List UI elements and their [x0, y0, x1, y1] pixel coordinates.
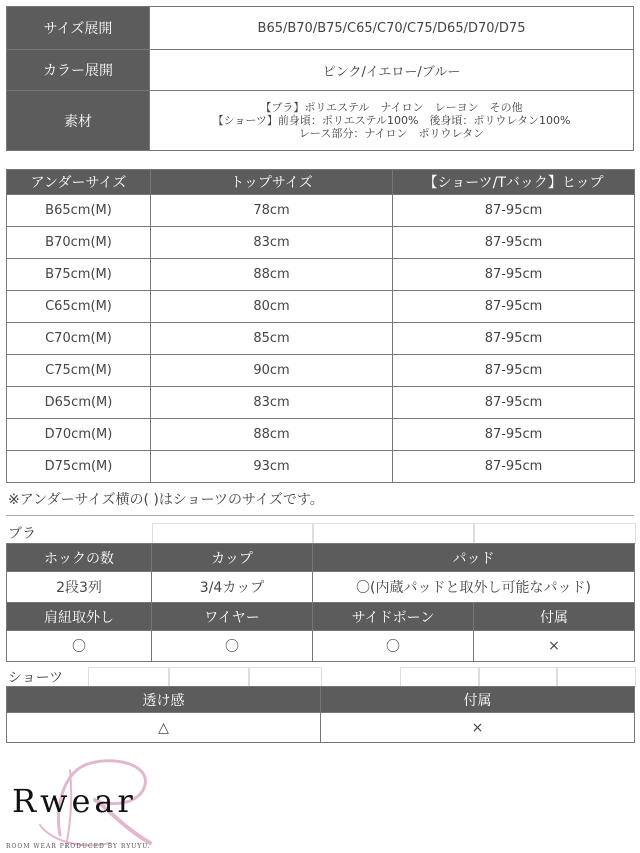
empty-cell [312, 523, 475, 544]
spec-table [6, 6, 634, 151]
table-row [7, 259, 635, 291]
size-header-under: アンダーサイズ [7, 170, 151, 195]
logo-tagline: ROOM WEAR PRODUCED BY RYUYU. [6, 843, 151, 850]
under-size-cell: C75cm(M) [7, 355, 151, 387]
shorts-section-label: ショーツ [8, 670, 64, 686]
empty-cell [473, 523, 636, 544]
bra-cup-value: 3/4カップ [152, 572, 313, 603]
logo-wordmark: Rwear [12, 782, 137, 820]
bra-hook-value: 2段3列 [7, 572, 152, 603]
empty-cell [248, 667, 322, 687]
size-table [6, 169, 635, 483]
size-header-hip: 【ショーツ/Tバック】ヒップ [393, 170, 635, 195]
table-row [7, 323, 635, 355]
top-size-cell: 83cm [151, 387, 393, 419]
material-value [150, 91, 634, 151]
under-size-cell: B65cm(M) [7, 195, 151, 227]
top-size-cell: 88cm [151, 419, 393, 451]
color-range-label: カラー展開 [7, 50, 150, 91]
table-row [7, 195, 635, 227]
empty-cell [168, 667, 250, 687]
empty-cell [152, 523, 314, 544]
under-size-cell: D70cm(M) [7, 419, 151, 451]
under-size-cell: D75cm(M) [7, 451, 151, 483]
shorts-accessory-header: 付属 [321, 687, 635, 713]
material-line: 【ブラ】ポリエステル ナイロン レーヨン その他 [260, 101, 523, 114]
material-line: レース部分：ナイロン ポリウレタン [298, 127, 485, 140]
bra-accessory-value: × [474, 631, 635, 662]
bra-strap-value: 〇 [7, 631, 152, 662]
material-label: 素材 [7, 91, 150, 151]
bra-wire-value: 〇 [152, 631, 313, 662]
shorts-accessory-value: × [321, 713, 635, 743]
shorts-table [6, 686, 635, 743]
hip-size-cell: 87-95cm [393, 451, 635, 483]
empty-cell [88, 667, 170, 687]
size-range-value: B65/B70/B75/C65/C70/C75/D65/D70/D75 [150, 7, 634, 50]
bra-sidebone-header: サイドボーン [313, 603, 474, 631]
hip-size-cell: 87-95cm [393, 323, 635, 355]
empty-cell [556, 667, 636, 687]
size-range-label: サイズ展開 [7, 7, 150, 50]
hip-size-cell: 87-95cm [393, 419, 635, 451]
bra-accessory-header: 付属 [474, 603, 635, 631]
top-size-cell: 80cm [151, 291, 393, 323]
under-size-cell: B70cm(M) [7, 227, 151, 259]
table-row [7, 227, 635, 259]
size-header-top: トップサイズ [151, 170, 393, 195]
top-size-cell: 88cm [151, 259, 393, 291]
table-row [7, 291, 635, 323]
under-size-cell: D65cm(M) [7, 387, 151, 419]
shorts-sheer-header: 透け感 [7, 687, 321, 713]
color-range-value: ピンク/イエロー/ブルー [150, 50, 634, 91]
table-row [7, 355, 635, 387]
table-row [7, 387, 635, 419]
hip-size-cell: 87-95cm [393, 195, 635, 227]
hip-size-cell: 87-95cm [393, 227, 635, 259]
bra-cup-header: カップ [152, 544, 313, 572]
top-size-cell: 85cm [151, 323, 393, 355]
top-size-cell: 90cm [151, 355, 393, 387]
hip-size-cell: 87-95cm [393, 259, 635, 291]
top-size-cell: 78cm [151, 195, 393, 227]
bra-sidebone-value: 〇 [313, 631, 474, 662]
top-size-cell: 83cm [151, 227, 393, 259]
hip-size-cell: 87-95cm [393, 291, 635, 323]
top-size-cell: 93cm [151, 451, 393, 483]
bra-strap-header: 肩紐取外し [7, 603, 152, 631]
empty-cell [400, 667, 480, 687]
under-size-cell: C65cm(M) [7, 291, 151, 323]
material-line: 【ショーツ】前身頃：ポリエステル100% 後身頃：ポリウレタン100% [212, 114, 571, 127]
under-size-cell: B75cm(M) [7, 259, 151, 291]
empty-cell [478, 667, 558, 687]
bra-hook-header: ホックの数 [7, 544, 152, 572]
shorts-sheer-value: △ [7, 713, 321, 743]
hip-size-cell: 87-95cm [393, 355, 635, 387]
bra-section-label: ブラ [8, 526, 36, 542]
hip-size-cell: 87-95cm [393, 387, 635, 419]
bra-pad-value: 〇(内蔵パッドと取外し可能なパッド) [313, 572, 635, 603]
size-note: ※アンダーサイズ横の( )はショーツのサイズです。 [8, 492, 324, 508]
table-row [7, 419, 635, 451]
bra-pad-header: パッド [313, 544, 635, 572]
under-size-cell: C70cm(M) [7, 323, 151, 355]
bra-table [6, 543, 635, 662]
bra-wire-header: ワイヤー [152, 603, 313, 631]
table-row [7, 451, 635, 483]
divider [6, 515, 634, 516]
